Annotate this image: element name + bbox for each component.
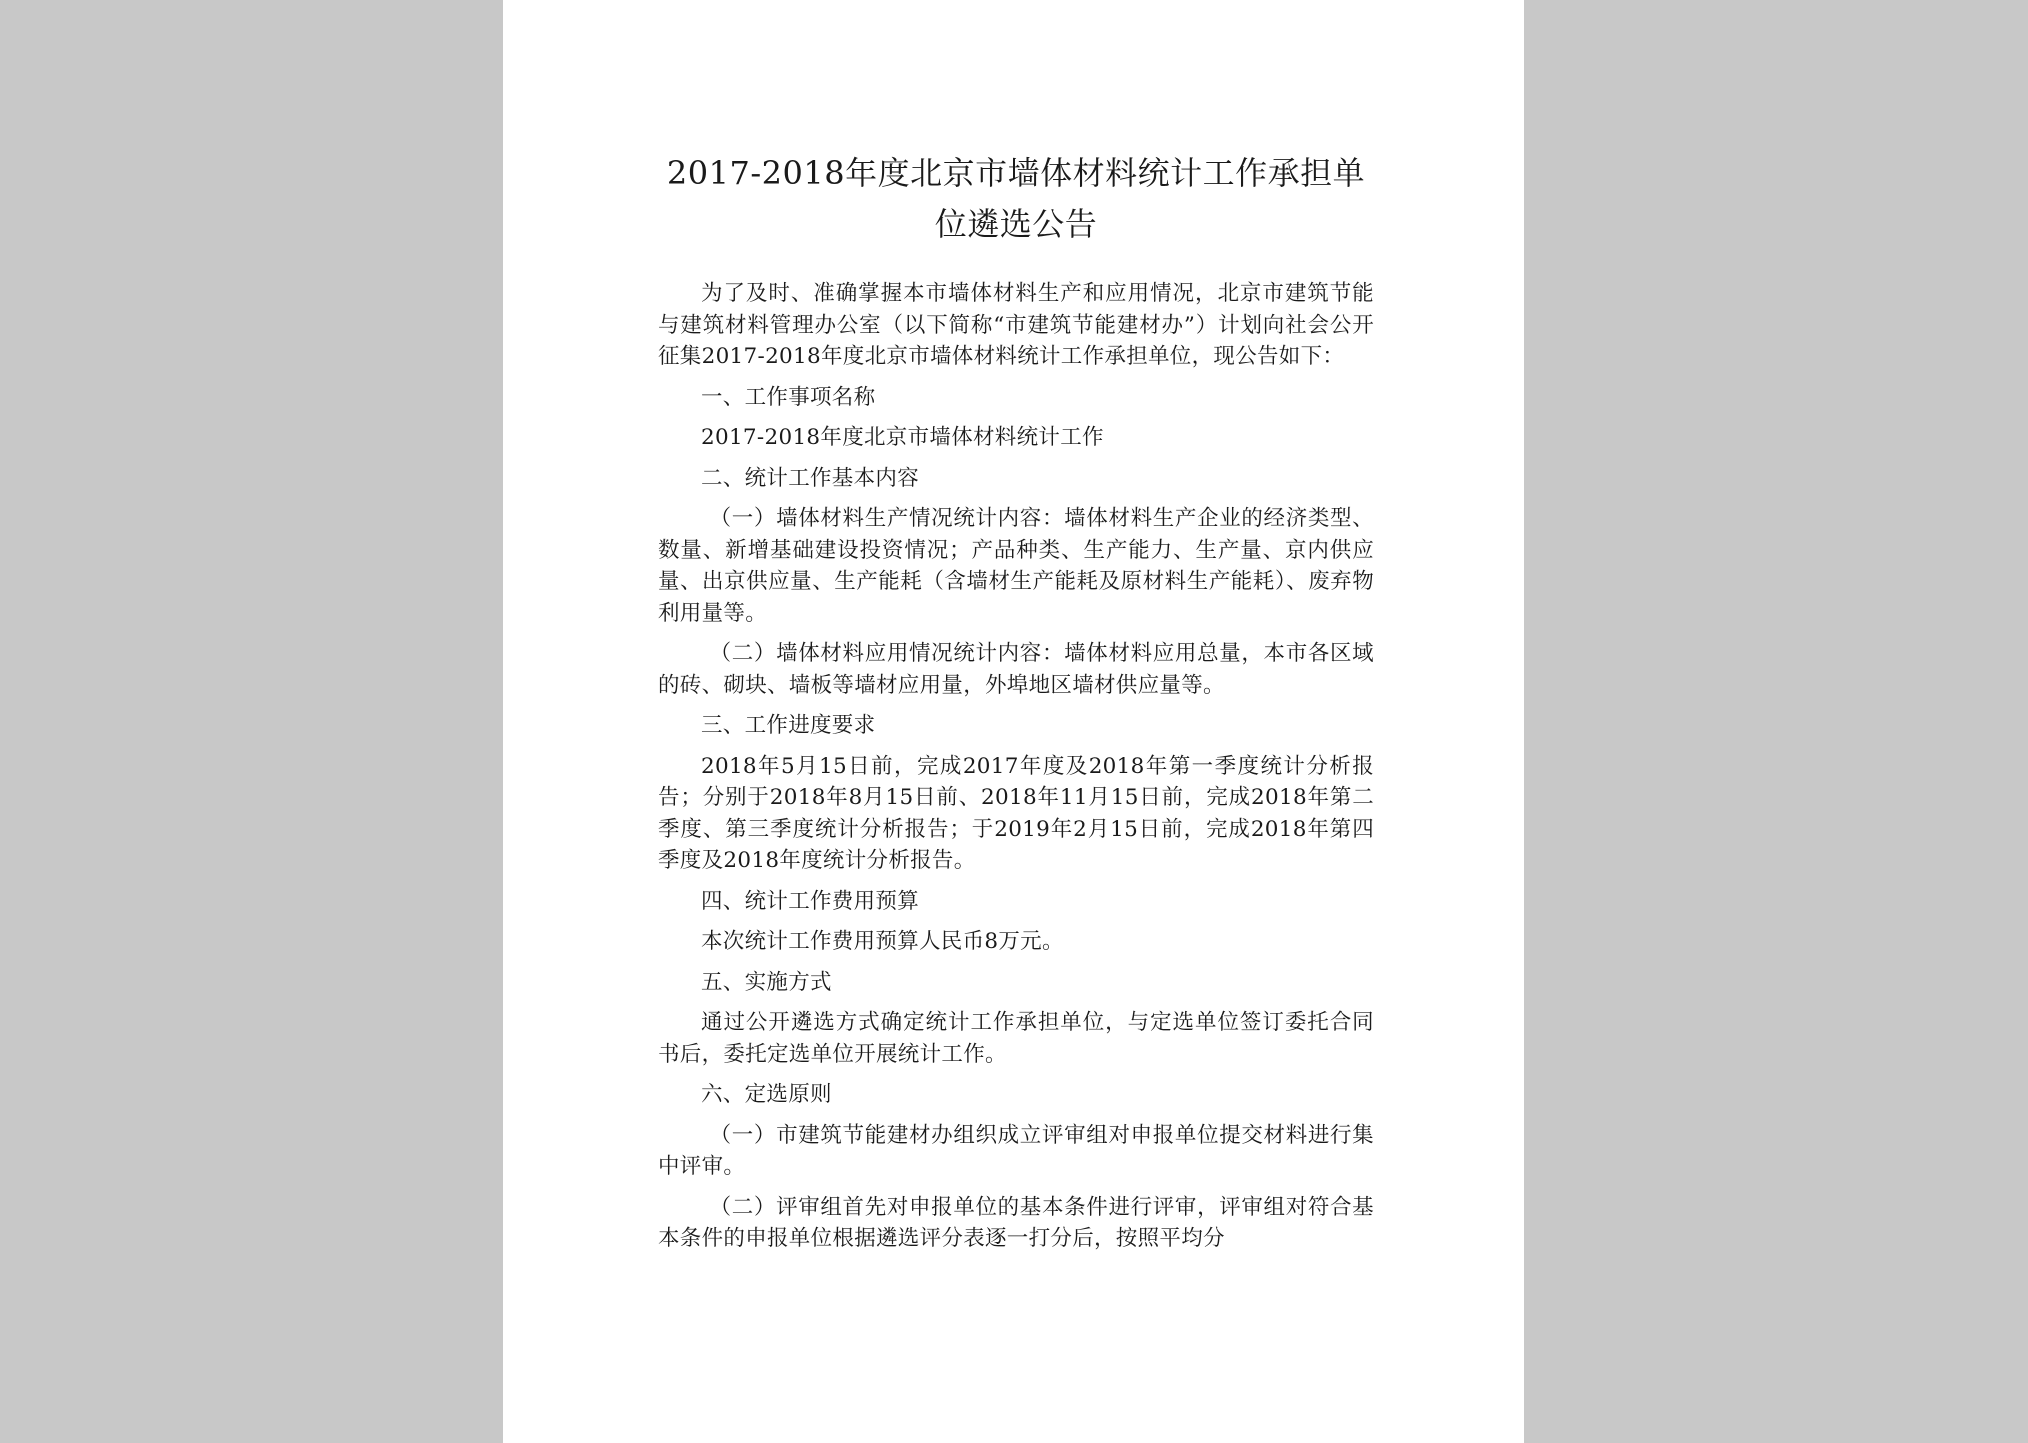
- section-heading: 二、统计工作基本内容: [701, 465, 920, 491]
- sub-item-paragraph: （一）墙体材料生产情况统计内容：墙体材料生产企业的经济类型、数量、新增基础建设投资情况；产品种类、生产能力、生产量、京内供应量、出京供应量、生产能耗（含墙材生产能耗及原材料生产能耗）、废弃物利用量等。: [658, 506, 1374, 626]
- body-paragraph: 2017-2018年度北京市墙体材料统计工作: [701, 425, 1104, 450]
- document-page: [503, 0, 1524, 1443]
- body-paragraph: 通过公开遴选方式确定统计工作承担单位，与定选单位签订委托合同书后，委托定选单位开展统计工作。: [658, 1010, 1374, 1067]
- section-heading: 一、工作事项名称: [701, 384, 876, 410]
- page-content: [658, 148, 1374, 1264]
- body-paragraph: 2018年5月15日前，完成2017年度及2018年第一季度统计分析报告；分别于2018年8月15日前、2018年11月15日前，完成2018年第二季度、第三季度统计分析报告；于2019年2月15日前，完成2018年第四季度及2018年度统计分析报告。: [658, 753, 1374, 873]
- document-title: 2017-2018年度北京市墙体材料统计工作承担单位遴选公告: [666, 154, 1366, 243]
- intro-paragraph: 为了及时、准确掌握本市墙体材料生产和应用情况，北京市建筑节能与建筑材料管理办公室（以下简称“市建筑节能建材办”）计划向社会公开征集2017-2018年度北京市墙体材料统计工作承担单位，现公告如下：: [658, 281, 1374, 369]
- section-heading: 五、实施方式: [701, 969, 832, 995]
- section-heading: 三、工作进度要求: [701, 713, 876, 738]
- section-heading: 六、定选原则: [701, 1082, 832, 1107]
- sub-item-paragraph: （一）市建筑节能建材办组织成立评审组对申报单位提交材料进行集中评审。: [658, 1122, 1374, 1179]
- sub-item-paragraph: （二）墙体材料应用情况统计内容：墙体材料应用总量，本市各区域的砖、砌块、墙板等墙材应用量，外埠地区墙材供应量等。: [658, 641, 1374, 698]
- body-paragraph: 本次统计工作费用预算人民币8万元。: [701, 929, 1064, 954]
- section-heading: 四、统计工作费用预算: [701, 888, 920, 914]
- sub-item-paragraph: （二）评审组首先对申报单位的基本条件进行评审，评审组对符合基本条件的申报单位根据遴选评分表逐一打分后，按照平均分: [658, 1194, 1374, 1251]
